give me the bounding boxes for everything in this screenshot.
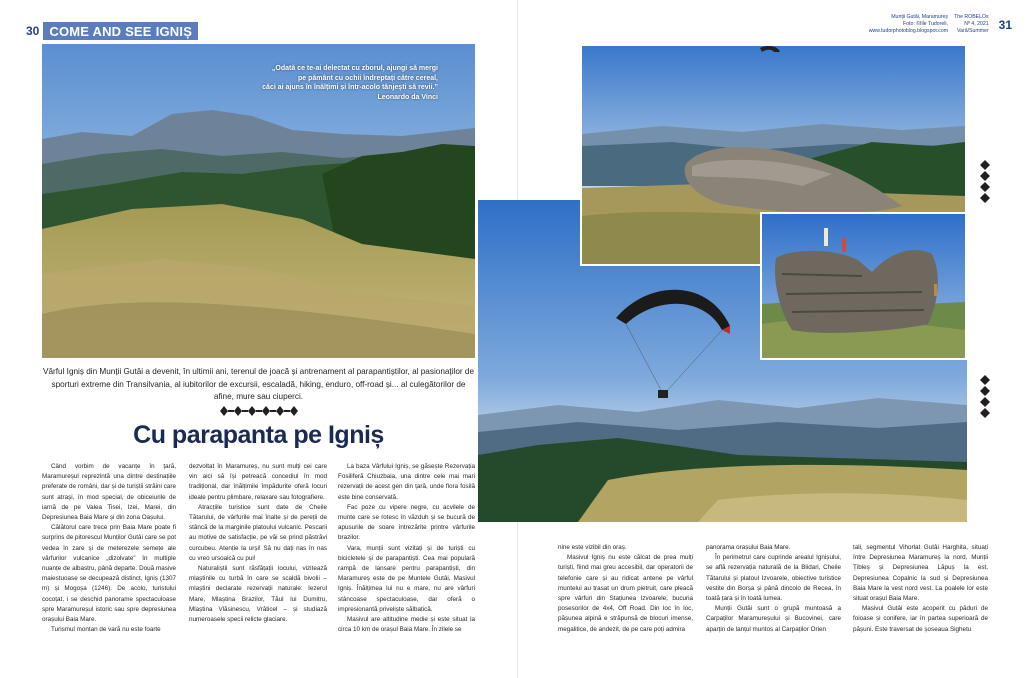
magazine-name: The ROBELOs	[954, 14, 989, 20]
text-column-1	[42, 462, 176, 635]
quote-line: pe pământ cu ochii îndreptați către cereal,	[297, 74, 438, 82]
page-number-right: 31	[998, 18, 1012, 32]
magazine-issue: Nº 4, 2021	[964, 21, 989, 27]
text-column-6	[853, 543, 988, 635]
paragraph: Turismul montan de vară nu este foarte	[51, 626, 161, 634]
section-title	[43, 24, 192, 39]
photo-credit	[869, 14, 948, 35]
quote-line: „Odată ce te-ai delectat cu zborul, ajungi să mergi	[271, 65, 438, 72]
lead-paragraph: Vârful Igniș din Munții Gutâi a devenit, în ultimii ani, terenul de joacă și antrenament al parapantiștilor, al pasionaților de sporturi extreme din Transilvania, al iubitorilor de excursii, escaladă, hiking, enduro, off-road și... al culegătorilor de afine, mure sau ciuperci.	[43, 367, 474, 401]
paragraph: Masivul Gutâi este acoperit cu păduri de foioase și conifere, iar în partea superioară de pășuni. Este traversat de șoseaua Sighetu	[853, 605, 988, 633]
section-label: COME AND SEE	[49, 23, 152, 39]
text-column-5	[706, 543, 841, 635]
paragraph: Când vorbim de vacanțe în țară, Maramureșul reprezintă una dintre destinațiile preferate de români, dar și de turiștii străini care sunt atrași, în mod special, de obiceiurile de iarnă de pe Valea Tisei, Izei, Marei, din Depresiunea Baia Mare și din zona Oașului.	[42, 463, 176, 522]
paragraph: Masivul Igniș nu este călcat de prea mulți turiști, fiind mai greu accesibil, dar operatorii de telefonie care și au ridicat antene pe vârful muntelui au trasat un drum pietruit, care pleacă spre vârfuri din Stațiunea Izvoarele, bucuria posesorilor de 4x4, Off Road. Din loc în loc, pășunea alpină e străpunsă de blocuri imense, megalitice, de andezit, de pe care poți admira	[558, 554, 693, 633]
paragraph: Vara, munții sunt vizitați și de turiști cu bicicletele și de parapantiști. Cea mai populară rampă de lansare pentru parapantiști, din Maramureș este de pe Muntele Gutâi, Masivul Igniș. Înălțimea lui nu e mare, nu are vârfuri stâncoase spectaculoase, dar oferă o impresionantă priveliște sălbatică.	[338, 544, 475, 613]
credit-location: Munții Gutâi, Maramureș	[891, 14, 949, 20]
climbers-photo	[760, 212, 967, 360]
paragraph: Fac poze cu vipere negre, cu acvilele de munte care se rotesc în văzduh și se bucură de apusurile de soare întrezărite printre vârfurile brazilor.	[338, 503, 475, 542]
paragraph: nine este vizibil din oraș.	[558, 544, 627, 551]
text-column-3	[338, 462, 475, 635]
decorative-ornament-side	[978, 375, 992, 419]
decorative-ornament	[220, 406, 298, 416]
decorative-ornament-side	[978, 160, 992, 204]
paragraph: La baza Vârfului Igniș, se găsește Rezervația Fosiliferă Chiuzbaia, una dintre cele mai mari rezervații de acest gen din țară, unde flora fosilă este bine conservată.	[338, 463, 475, 501]
paragraph: dezvoltat în Maramureș, nu sunt mulți cei care vin aici să își petreacă concediul în mod tradițional, dar înălțimile împădurite oferă locuri ideale pentru plimbare, relaxare sau fotografiere.	[189, 463, 327, 501]
paragraph: În perimetrul care cuprinde arealul Ignișului, se află rezervația naturală de la Blidari, Cheile Tătarului și platoul Izvoarele, obiective turistice vestite din Borșa și până dincolo de Recea, în toată țara și în toată lumea.	[706, 554, 841, 603]
paragraph: panorama orașului Baia Mare.	[706, 544, 791, 551]
text-column-2	[189, 462, 327, 625]
paragraph: Atracțiile turistice sunt date de Cheile Tătarului, de vârfurile mai înalte și de pereții de stâncă de la marginile platoului vulcanic. Pescarii au motive de satisfacție, pe văi se prind păstrăvi curcubeu. Atenție la urși! Să nu dați nas în nas cu vreo ursoaică cu pui!	[189, 503, 327, 562]
magazine-info	[954, 14, 989, 35]
paragraph: tali, segmentul Vihorlat Gutâi Harghita, situați între Depresiunea Maramureș la nord, Munții Țibleș și Depresiunea Lăpuș la est, Depresiunea Copalnic la sud și Depresiunea Baia Mare la vest nord vest. La poalele lor este situat orașul Baia Mare.	[853, 544, 988, 603]
article-title: Cu parapanta pe Igniș	[133, 421, 384, 449]
quote-author: Leonardo da Vinci	[377, 93, 438, 101]
credit-photographer: Foto: ©Ille Tudoreli,	[902, 21, 949, 27]
credit-website: www.tudorphotoblog.blogspot.com	[868, 28, 949, 34]
paragraph: Naturaliștii sunt răsfățații locului, vizitează mlaștinile cu turbă în care se scaldă bivolii – mlaștini declarate rezervații naturale: Iezerul Mare, Mlaștina Brazilor, Tăul lui Dumitru, Mlaștina Vlăsinescu, Vrăticel – și studiază numeroasele specii relicte glaciare.	[189, 565, 327, 624]
paragraph: Călătorul care trece prin Baia Mare poate fi surprins de pitorescul Munților Gutâi care se pot vedea în zare și de meterezele semețe ale vârfurilor vulcanice „dizolvate” în multiple nuanțe de albastru, până departe. Două masive maiestuoase se decupează distinct, Igniș (1307 m) și Mogoșa (1246). De acolo, turistului cocoțat, i se deschid panorame spectaculoase spre Maramureșul istoric sau spre depresiunea orașului Baia Mare.	[42, 524, 176, 624]
magazine-season: Vară/Summer	[957, 28, 989, 34]
text-column-4	[558, 543, 693, 635]
right-header	[869, 14, 1012, 44]
page-number-left: 30	[22, 22, 43, 40]
section-header	[22, 22, 198, 40]
paragraph: Munții Gutâi sunt o grupă muntoasă a Carpaților Maramureșului și Bucovinei, care aparțin de lanțul muntos al Carpaților Orien	[706, 605, 841, 633]
quote-line: căci ai ajuns în înălțimi și într-acolo tânjești să revii.”	[262, 84, 438, 91]
section-emphasis: IGNIȘ	[155, 23, 193, 39]
quote-block	[180, 64, 438, 102]
paragraph: Masivul are altitudine medie și este situat la circa 10 km de orașul Baia Mare. În zilele se	[338, 616, 475, 634]
